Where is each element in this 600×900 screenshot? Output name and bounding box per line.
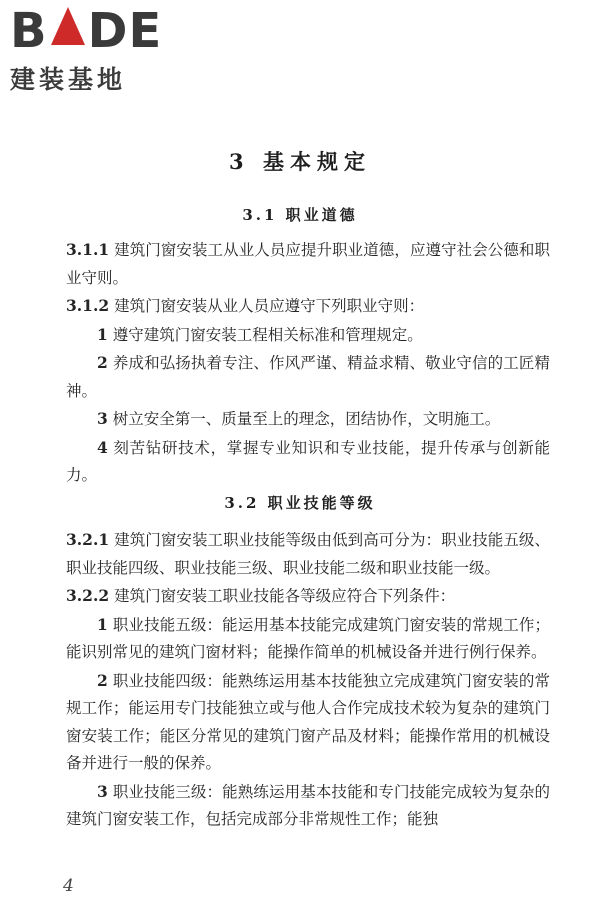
logo (10, 3, 190, 96)
clause-3-2-2: 3.2.2 建筑门窗安装工职业技能各等级应符合下列条件： (66, 586, 456, 605)
section-3-1-body (66, 236, 550, 490)
list-item: 4 刻苦钻研技术，掌握专业知识和专业技能，提升传承与创新能力。 (66, 437, 550, 484)
section-title-3-1: 3.1 职业道德 (242, 206, 358, 224)
logo-mark (10, 3, 190, 59)
list-item: 3 职业技能三级：能熟练运用基本技能和专门技能完成较为复杂的建筑门窗安装工作，包括完成部分非常规性工作；能独 (66, 781, 550, 828)
section-title-3-2: 3.2 职业技能等级 (224, 494, 376, 512)
logo-subtitle: 建装基地 (10, 65, 127, 94)
page-number: 4 (63, 876, 74, 896)
logo-triangle-icon (51, 7, 85, 45)
list-item: 2 养成和弘扬执着专注、作风严谨、精益求精、敬业守信的工匠精神。 (66, 353, 550, 400)
list-item: 1 职业技能五级：能运用基本技能完成建筑门窗安装的常规工作；能识别常见的建筑门窗材料；能操作简单的机械设备并进行例行保养。 (66, 614, 550, 661)
section-3-2-body (66, 526, 550, 834)
list-item: 3 树立安全第一、质量至上的理念，团结协作，文明施工。 (97, 409, 501, 428)
clause-3-1-2: 3.1.2 建筑门窗安装从业人员应遵守下列职业守则： (66, 296, 425, 315)
clause-3-1-1: 3.1.1 建筑门窗安装工从业人员应提升职业道德，应遵守社会公德和职业守则。 (66, 240, 550, 287)
clause-3-2-1: 3.2.1 建筑门窗安装工职业技能等级由低到高可分为：职业技能五级、职业技能四级、职业技能三级、职业技能二级和职业技能一级。 (66, 530, 550, 577)
logo-wordmark: B DE (10, 3, 163, 59)
list-item: 1 遵守建筑门窗安装工程相关标准和管理规定。 (97, 324, 423, 344)
list-item: 2 职业技能四级：能熟练运用基本技能独立完成建筑门窗安装的常规工作；能运用专门技能独立或与他人合作完成技术较为复杂的建筑门窗安装工作；能区分常见的建筑门窗产品及材料；能操作常用的机械设备并进行一般的保养。 (66, 670, 550, 772)
chapter-title: 3 基本规定 (229, 149, 371, 174)
